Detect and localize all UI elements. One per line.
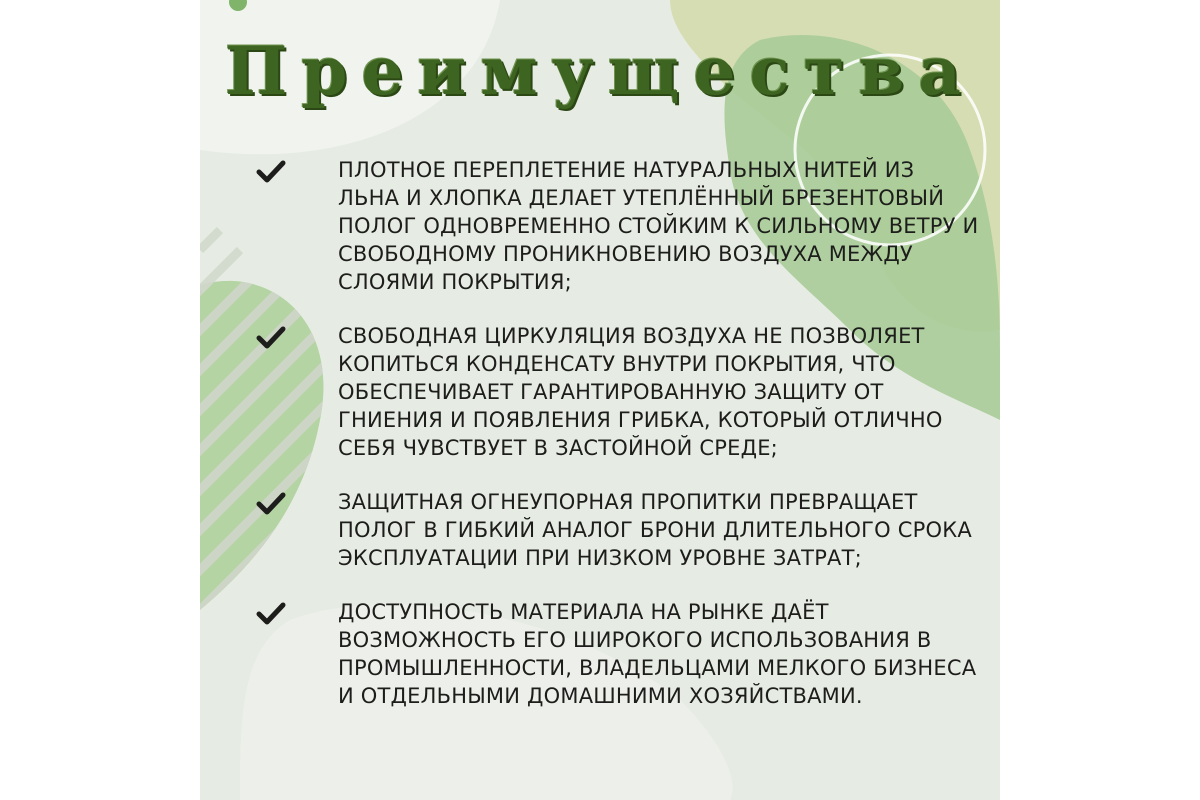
list-item-text: ЗАЩИТНАЯ ОГНЕУПОРНАЯ ПРОПИТКИ ПРЕВРАЩАЕТ ПОЛОГ В ГИБКИЙ АНАЛОГ БРОНИ ДЛИТЕЛЬНОГО СРОКА ЭКСПЛУАТАЦИИ ПРИ НИЗКОМ УРОВНЕ ЗАТРАТ; [338,490,972,570]
check-icon [256,492,286,516]
check-icon [256,326,286,350]
check-icon [256,602,286,626]
page-title: Преимущества [224,32,976,110]
list-item [250,488,980,572]
list-item [250,156,980,296]
advantages-card [200,0,1000,800]
check-icon [256,160,286,184]
list-item [250,598,980,710]
list-item-text: СВОБОДНАЯ ЦИРКУЛЯЦИЯ ВОЗДУХА НЕ ПОЗВОЛЯЕТ КОПИТЬСЯ КОНДЕНСАТУ ВНУТРИ ПОКРЫТИЯ, ЧТО ОБЕСПЕЧИВАЕТ ГАРАНТИРОВАННУЮ ЗАЩИТУ ОТ ГНИЕНИЯ И ПОЯВЛЕНИЯ ГРИБКА, КОТОРЫЙ ОТЛИЧНО СЕБЯ ЧУВСТВУЕТ В ЗАСТОЙНОЙ СРЕДЕ; [338,324,943,460]
list-item [250,322,980,462]
advantages-list [250,156,980,736]
list-item-text: ДОСТУПНОСТЬ МАТЕРИАЛА НА РЫНКЕ ДАЁТ ВОЗМОЖНОСТЬ ЕГО ШИРОКОГО ИСПОЛЬЗОВАНИЯ В ПРОМЫШЛЕННОСТИ, ВЛАДЕЛЬЦАМИ МЕЛКОГО БИЗНЕСА И ОТДЕЛЬНЫМИ ДОМАШНИМИ ХОЗЯЙСТВАМИ. [338,600,977,708]
list-item-text: ПЛОТНОЕ ПЕРЕПЛЕТЕНИЕ НАТУРАЛЬНЫХ НИТЕЙ ИЗ ЛЬНА И ХЛОПКА ДЕЛАЕТ УТЕПЛЁННЫЙ БРЕЗЕНТОВЫЙ ПОЛОГ ОДНОВРЕМЕННО СТОЙКИМ К СИЛЬНОМУ ВЕТРУ И СВОБОДНОМУ ПРОНИКНОВЕНИЮ ВОЗДУХА МЕЖДУ СЛОЯМИ ПОКРЫТИЯ; [338,158,979,294]
